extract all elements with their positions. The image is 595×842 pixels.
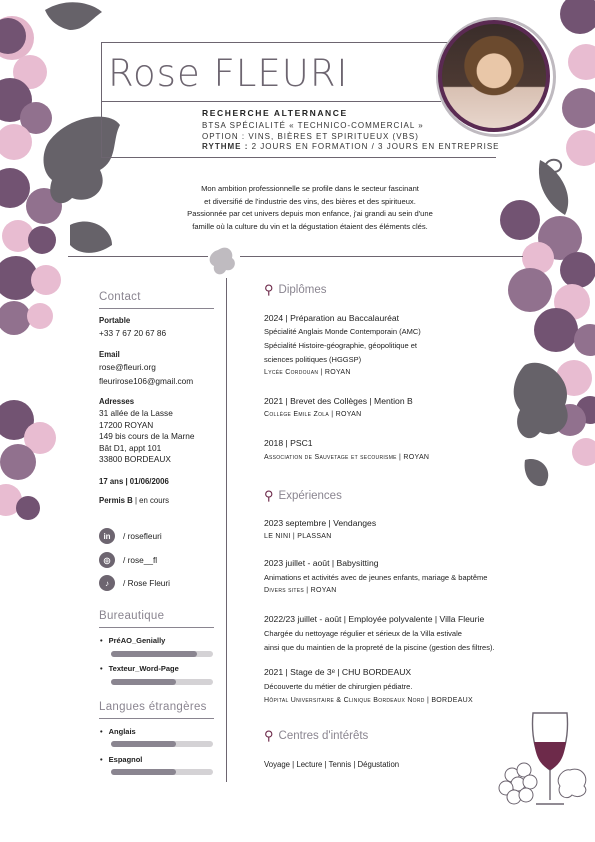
address-line: 31 allée de la Lasse <box>99 408 173 418</box>
address-line: 149 bis cours de la Marne <box>99 431 195 441</box>
name-underline <box>101 101 441 102</box>
experience-desc: ainsi que du maintien de la propreté de la piscine (gestion des filtres). <box>264 643 495 652</box>
experience-desc: Découverte du métier de chirurgien pédiatre. <box>264 682 413 691</box>
skill-bar-fill <box>111 651 197 657</box>
diploma-school: Association de Sauvetage et secourisme | ROYAN <box>264 454 430 461</box>
contact-rule <box>99 308 214 309</box>
social-handle: / rosefleuri <box>123 531 162 541</box>
interests-heading <box>264 728 368 744</box>
experience-desc: Animations et activités avec de jeunes enfants, mariage & baptême <box>264 573 488 582</box>
org-name: Divers sites <box>264 587 305 594</box>
social-linkedin[interactable] <box>99 528 162 544</box>
diploma-detail: sciences politiques (HGGSP) <box>264 355 362 364</box>
social-instagram[interactable] <box>99 552 157 568</box>
experience-title: 2022/23 juillet - août | Employée polyvalente | Villa Fleurie <box>264 614 485 624</box>
org-place: BORDEAUX <box>431 697 473 704</box>
intro-line: famille où la culture du vin et la dégustation étaient des éléments clés. <box>192 221 428 231</box>
phone-value: +33 7 67 20 67 86 <box>99 328 167 338</box>
diplomas-title: Diplômes <box>278 284 327 296</box>
intro-line: et diversifié de l'industrie des vins, des bières et des spiritueux. <box>204 196 416 206</box>
interest-item: Voyage <box>264 760 291 769</box>
age-birth: 17 ans | 01/06/2006 <box>99 477 169 486</box>
divider-right <box>240 256 523 257</box>
header-title: RECHERCHE ALTERNANCE <box>202 108 348 118</box>
skill-bar <box>111 679 213 685</box>
diploma-detail: Spécialité Anglais Monde Contemporain (AMC) <box>264 327 421 336</box>
skill-name: • Texteur_Word-Page <box>100 664 179 673</box>
diploma-title: 2024 | Préparation au Baccalauréat <box>264 313 400 323</box>
interest-item: Tennis <box>328 760 352 769</box>
languages-heading: Langues étrangères <box>99 701 207 713</box>
header-line-3 <box>202 142 500 151</box>
school-name: Collège Emile Zola <box>264 411 329 418</box>
phone-label: Portable <box>99 316 131 325</box>
permis-label: Permis B <box>99 496 133 505</box>
contact-heading: Contact <box>99 291 141 303</box>
skill-bar <box>111 651 213 657</box>
tiktok-icon: ♪ <box>99 575 115 591</box>
school-name: Association de Sauvetage et secourisme <box>264 454 397 461</box>
language-bar <box>111 741 213 747</box>
experience-org: Divers sites | ROYAN <box>264 587 337 594</box>
skill-name: • PréAO_Genially <box>100 636 165 645</box>
experience-org: Hôpital Universitaire & Clinique Bordeaux Nord | BORDEAUX <box>264 697 473 704</box>
experience-title: 2021 | Stage de 3ᵉ | CHU BORDEAUX <box>264 667 412 677</box>
intro-paragraph <box>150 183 470 233</box>
language-bar <box>111 769 213 775</box>
school-place: ROYAN <box>403 454 430 461</box>
social-handle: / rose__fl <box>123 555 158 565</box>
age-value: 17 ans <box>99 477 124 486</box>
language-name: • Anglais <box>100 727 136 736</box>
permis-value: en cours <box>139 496 170 505</box>
intro-line: Passionnée par cet univers depuis mon enfance, j'ai grandi au sein d'une <box>187 209 433 218</box>
corkscrew-icon: ⚲ <box>264 488 274 503</box>
interests-list: Voyage | Lecture | Tennis | Dégustation <box>264 760 400 769</box>
email-label: Email <box>99 350 120 359</box>
school-place: ROYAN <box>324 369 351 376</box>
interest-item: Dégustation <box>357 760 400 769</box>
experience-org: LE NINI | PLASSAN <box>264 533 332 540</box>
corkscrew-icon: ⚲ <box>264 282 274 297</box>
profile-photo <box>438 20 550 132</box>
social-tiktok[interactable] <box>99 575 170 591</box>
diploma-school: Lycée Cordouan | ROYAN <box>264 369 351 376</box>
org-name: LE NINI <box>264 533 291 540</box>
office-rule <box>99 627 214 628</box>
intro-line: Mon ambition professionnelle se profile dans le secteur fascinant <box>201 184 419 193</box>
rhythm-value: 2 JOURS EN FORMATION / 3 JOURS EN ENTREPRISE <box>251 142 500 151</box>
diplomas-heading <box>264 282 326 298</box>
diploma-detail: Spécialité Histoire-géographie, géopolitique et <box>264 341 418 350</box>
org-place: ROYAN <box>310 587 337 594</box>
org-name: Hôpital Universitaire & Clinique Bordeaux Nord <box>264 697 425 704</box>
rhythm-label: RYTHME : <box>202 142 249 151</box>
language-name: • Espagnol <box>100 755 142 764</box>
linkedin-icon: in <box>99 528 115 544</box>
address-label: Adresses <box>99 397 135 406</box>
address-block <box>99 408 194 466</box>
diploma-title: 2021 | Brevet des Collèges | Mention B <box>264 396 413 406</box>
interests-title: Centres d'intérêts <box>278 730 369 742</box>
office-heading: Bureautique <box>99 610 165 622</box>
permis: Permis B | en cours <box>99 496 170 505</box>
skill-bar-fill <box>111 679 176 685</box>
school-name: Lycée Cordouan <box>264 369 319 376</box>
corkscrew-icon: ⚲ <box>264 728 274 743</box>
birth-value: 01/06/2006 <box>129 477 169 486</box>
language-bar-fill <box>111 769 176 775</box>
address-line: 33800 BORDEAUX <box>99 454 171 464</box>
school-place: ROYAN <box>335 411 362 418</box>
column-divider <box>226 278 227 782</box>
social-handle: / Rose Fleuri <box>123 578 171 588</box>
divider-left <box>68 256 208 257</box>
email-value-2: fleurirose106@gmail.com <box>99 376 194 386</box>
experience-title: 2023 septembre | Vendanges <box>264 518 377 528</box>
experiences-heading <box>264 488 342 504</box>
address-line: 17200 ROYAN <box>99 419 154 430</box>
interest-item: Lecture <box>296 760 323 769</box>
diploma-school: Collège Emile Zola | ROYAN <box>264 411 362 418</box>
header-line-1: BTSA SPÉCIALITÉ « TECHNICO-COMMERCIAL » <box>202 121 424 130</box>
language-bar-fill <box>111 741 176 747</box>
experience-desc: Chargée du nettoyage régulier et sérieux de la Villa estivale <box>264 629 462 638</box>
email-value-1: rose@fleuri.org <box>99 362 156 372</box>
diploma-title: 2018 | PSC1 <box>264 438 313 448</box>
org-place: PLASSAN <box>297 533 332 540</box>
languages-rule <box>99 718 214 719</box>
experience-title: 2023 juillet - août | Babysitting <box>264 558 379 568</box>
instagram-icon: ◎ <box>99 552 115 568</box>
header-line-2: OPTION : VINS, BIÈRES ET SPIRITUEUX (VBS) <box>202 132 419 141</box>
candidate-name: Rose FLEURI <box>108 52 349 95</box>
experiences-title: Expériences <box>278 490 342 502</box>
address-line: Bât D1, appt 101 <box>99 442 162 453</box>
